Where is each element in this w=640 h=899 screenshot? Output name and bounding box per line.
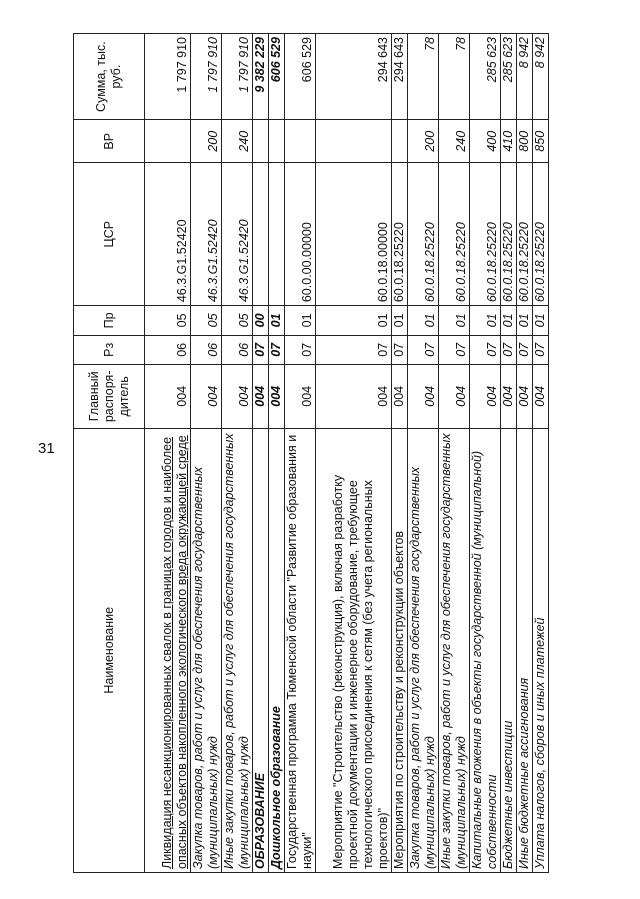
table-row: [501, 34, 517, 873]
row-csr: 46.3.G1.52420: [145, 163, 191, 306]
row-manager: 004: [408, 365, 439, 428]
row-name: Дошкольное образование: [269, 428, 285, 872]
row-sum: 294 643: [392, 34, 408, 120]
header-pr: Пр: [74, 306, 145, 335]
row-vr: 200: [408, 120, 439, 163]
row-sum: 8 942: [517, 34, 533, 120]
row-rz: 07: [316, 335, 392, 364]
row-sum: 285 623: [501, 34, 517, 120]
row-vr: 410: [501, 120, 517, 163]
row-name: Капитальные вложения в объекты государственной (муниципальной) собственности: [470, 428, 501, 872]
row-sum: 8 942: [533, 34, 549, 120]
row-rz: 07: [408, 335, 439, 364]
row-pr: 01: [517, 306, 533, 335]
row-rz: 07: [439, 335, 470, 364]
row-pr: 01: [316, 306, 392, 335]
row-manager: 004: [439, 365, 470, 428]
row-vr: 850: [533, 120, 549, 163]
row-rz: 06: [222, 335, 253, 364]
row-manager: 004: [501, 365, 517, 428]
table-row: [253, 34, 269, 873]
row-vr: 240: [222, 120, 253, 163]
row-vr: 800: [517, 120, 533, 163]
row-name: Иные бюджетные ассигнования: [517, 428, 533, 872]
row-rz: 06: [145, 335, 191, 364]
row-pr: 01: [285, 306, 316, 335]
header-vr: ВР: [74, 120, 145, 163]
table-row: [145, 34, 191, 873]
table-row: [316, 34, 392, 873]
row-rz: 07: [517, 335, 533, 364]
row-sum: 1 797 910: [191, 34, 222, 120]
row-sum: 1 797 910: [222, 34, 253, 120]
row-csr: 46.3.G1.52420: [191, 163, 222, 306]
row-manager: 004: [145, 365, 191, 428]
header-manager: Главный распоря-дитель: [74, 365, 145, 428]
row-name: Уплата налогов, сборов и иных платежей: [533, 428, 549, 872]
row-rz: 07: [392, 335, 408, 364]
row-pr: 05: [222, 306, 253, 335]
row-name: ОБРАЗОВАНИЕ: [253, 428, 269, 872]
rotated-page-content: [73, 33, 547, 873]
row-pr: 01: [501, 306, 517, 335]
row-pr: 05: [145, 306, 191, 335]
row-vr: [145, 120, 191, 163]
row-manager: 004: [269, 365, 285, 428]
row-pr: 05: [191, 306, 222, 335]
table-row: [392, 34, 408, 873]
row-csr: 60.0.00.00000: [285, 163, 316, 306]
row-csr: [269, 163, 285, 306]
row-vr: 200: [191, 120, 222, 163]
header-rz: Рз: [74, 335, 145, 364]
row-manager: 004: [285, 365, 316, 428]
row-name: Бюджетные инвестиции: [501, 428, 517, 872]
row-name: Ликвидация несанкционированных свалок в границах городов и наиболее опасных объектов накопленного экологического вреда окружающей среде: [145, 428, 191, 872]
row-sum: 9 382 229: [253, 34, 269, 120]
row-csr: 60.0.18.00000: [316, 163, 392, 306]
header-row: [74, 34, 145, 873]
row-csr: 60.0.18.25220: [517, 163, 533, 306]
table-row: [470, 34, 501, 873]
table-row: [269, 34, 285, 873]
header-csr: ЦСР: [74, 163, 145, 306]
row-csr: 60.0.18.25220: [470, 163, 501, 306]
table-row: [517, 34, 533, 873]
table-row: [408, 34, 439, 873]
row-name: Мероприятие "Строительство (реконструкция), включая разработку проектной документации и инженерное оборудование, требующее технологического присоединения к сетям (без учета региональных проектов)": [316, 428, 392, 872]
row-sum: 285 623: [470, 34, 501, 120]
row-csr: 60.0.18.25220: [533, 163, 549, 306]
row-sum: 78: [439, 34, 470, 120]
row-manager: 004: [470, 365, 501, 428]
row-sum: 78: [408, 34, 439, 120]
row-vr: [285, 120, 316, 163]
table-row: [222, 34, 253, 873]
row-manager: 004: [253, 365, 269, 428]
row-pr: 01: [470, 306, 501, 335]
row-pr: 01: [269, 306, 285, 335]
row-sum: 606 529: [269, 34, 285, 120]
row-vr: [316, 120, 392, 163]
row-pr: 01: [439, 306, 470, 335]
row-csr: 60.0.18.25220: [392, 163, 408, 306]
header-name: Наименование: [74, 428, 145, 872]
row-rz: 07: [285, 335, 316, 364]
row-csr: [253, 163, 269, 306]
row-csr: 60.0.18.25220: [439, 163, 470, 306]
row-name: Закупка товаров, работ и услуг для обеспечения государственных (муниципальных) нужд: [408, 428, 439, 872]
row-pr: 01: [392, 306, 408, 335]
row-manager: 004: [222, 365, 253, 428]
row-vr: [269, 120, 285, 163]
row-csr: 60.0.18.25220: [408, 163, 439, 306]
row-vr: [392, 120, 408, 163]
row-manager: 004: [533, 365, 549, 428]
row-csr: 60.0.18.25220: [501, 163, 517, 306]
row-manager: 004: [517, 365, 533, 428]
row-rz: 07: [269, 335, 285, 364]
row-name: Мероприятия по строительству и реконструкции объектов: [392, 428, 408, 872]
budget-table: [73, 33, 549, 873]
row-name: Иные закупки товаров, работ и услуг для обеспечения государственных (муниципальных) нужд: [439, 428, 470, 872]
header-sum: Сумма, тыс. руб.: [74, 34, 145, 120]
row-rz: 07: [470, 335, 501, 364]
row-rz: 06: [191, 335, 222, 364]
row-manager: 004: [316, 365, 392, 428]
table-row: [191, 34, 222, 873]
row-vr: 240: [439, 120, 470, 163]
row-sum: 606 529: [285, 34, 316, 120]
row-vr: [253, 120, 269, 163]
table-row: [439, 34, 470, 873]
row-name: Государственная программа Тюменской области "Развитие образования и науки": [285, 428, 316, 872]
row-rz: 07: [533, 335, 549, 364]
row-name: Закупка товаров, работ и услуг для обеспечения государственных (муниципальных) нужд: [191, 428, 222, 872]
row-manager: 004: [392, 365, 408, 428]
row-pr: 01: [408, 306, 439, 335]
row-rz: 07: [501, 335, 517, 364]
row-pr: 01: [533, 306, 549, 335]
page-number: 31: [38, 440, 55, 457]
row-rz: 07: [253, 335, 269, 364]
row-name: Иные закупки товаров, работ и услуг для обеспечения государственных (муниципальных) нужд: [222, 428, 253, 872]
table-row: [533, 34, 549, 873]
row-manager: 004: [191, 365, 222, 428]
row-pr: 00: [253, 306, 269, 335]
table-row: [285, 34, 316, 873]
row-sum: 1 797 910: [145, 34, 191, 120]
row-vr: 400: [470, 120, 501, 163]
row-sum: 294 643: [316, 34, 392, 120]
row-csr: 46.3.G1.52420: [222, 163, 253, 306]
